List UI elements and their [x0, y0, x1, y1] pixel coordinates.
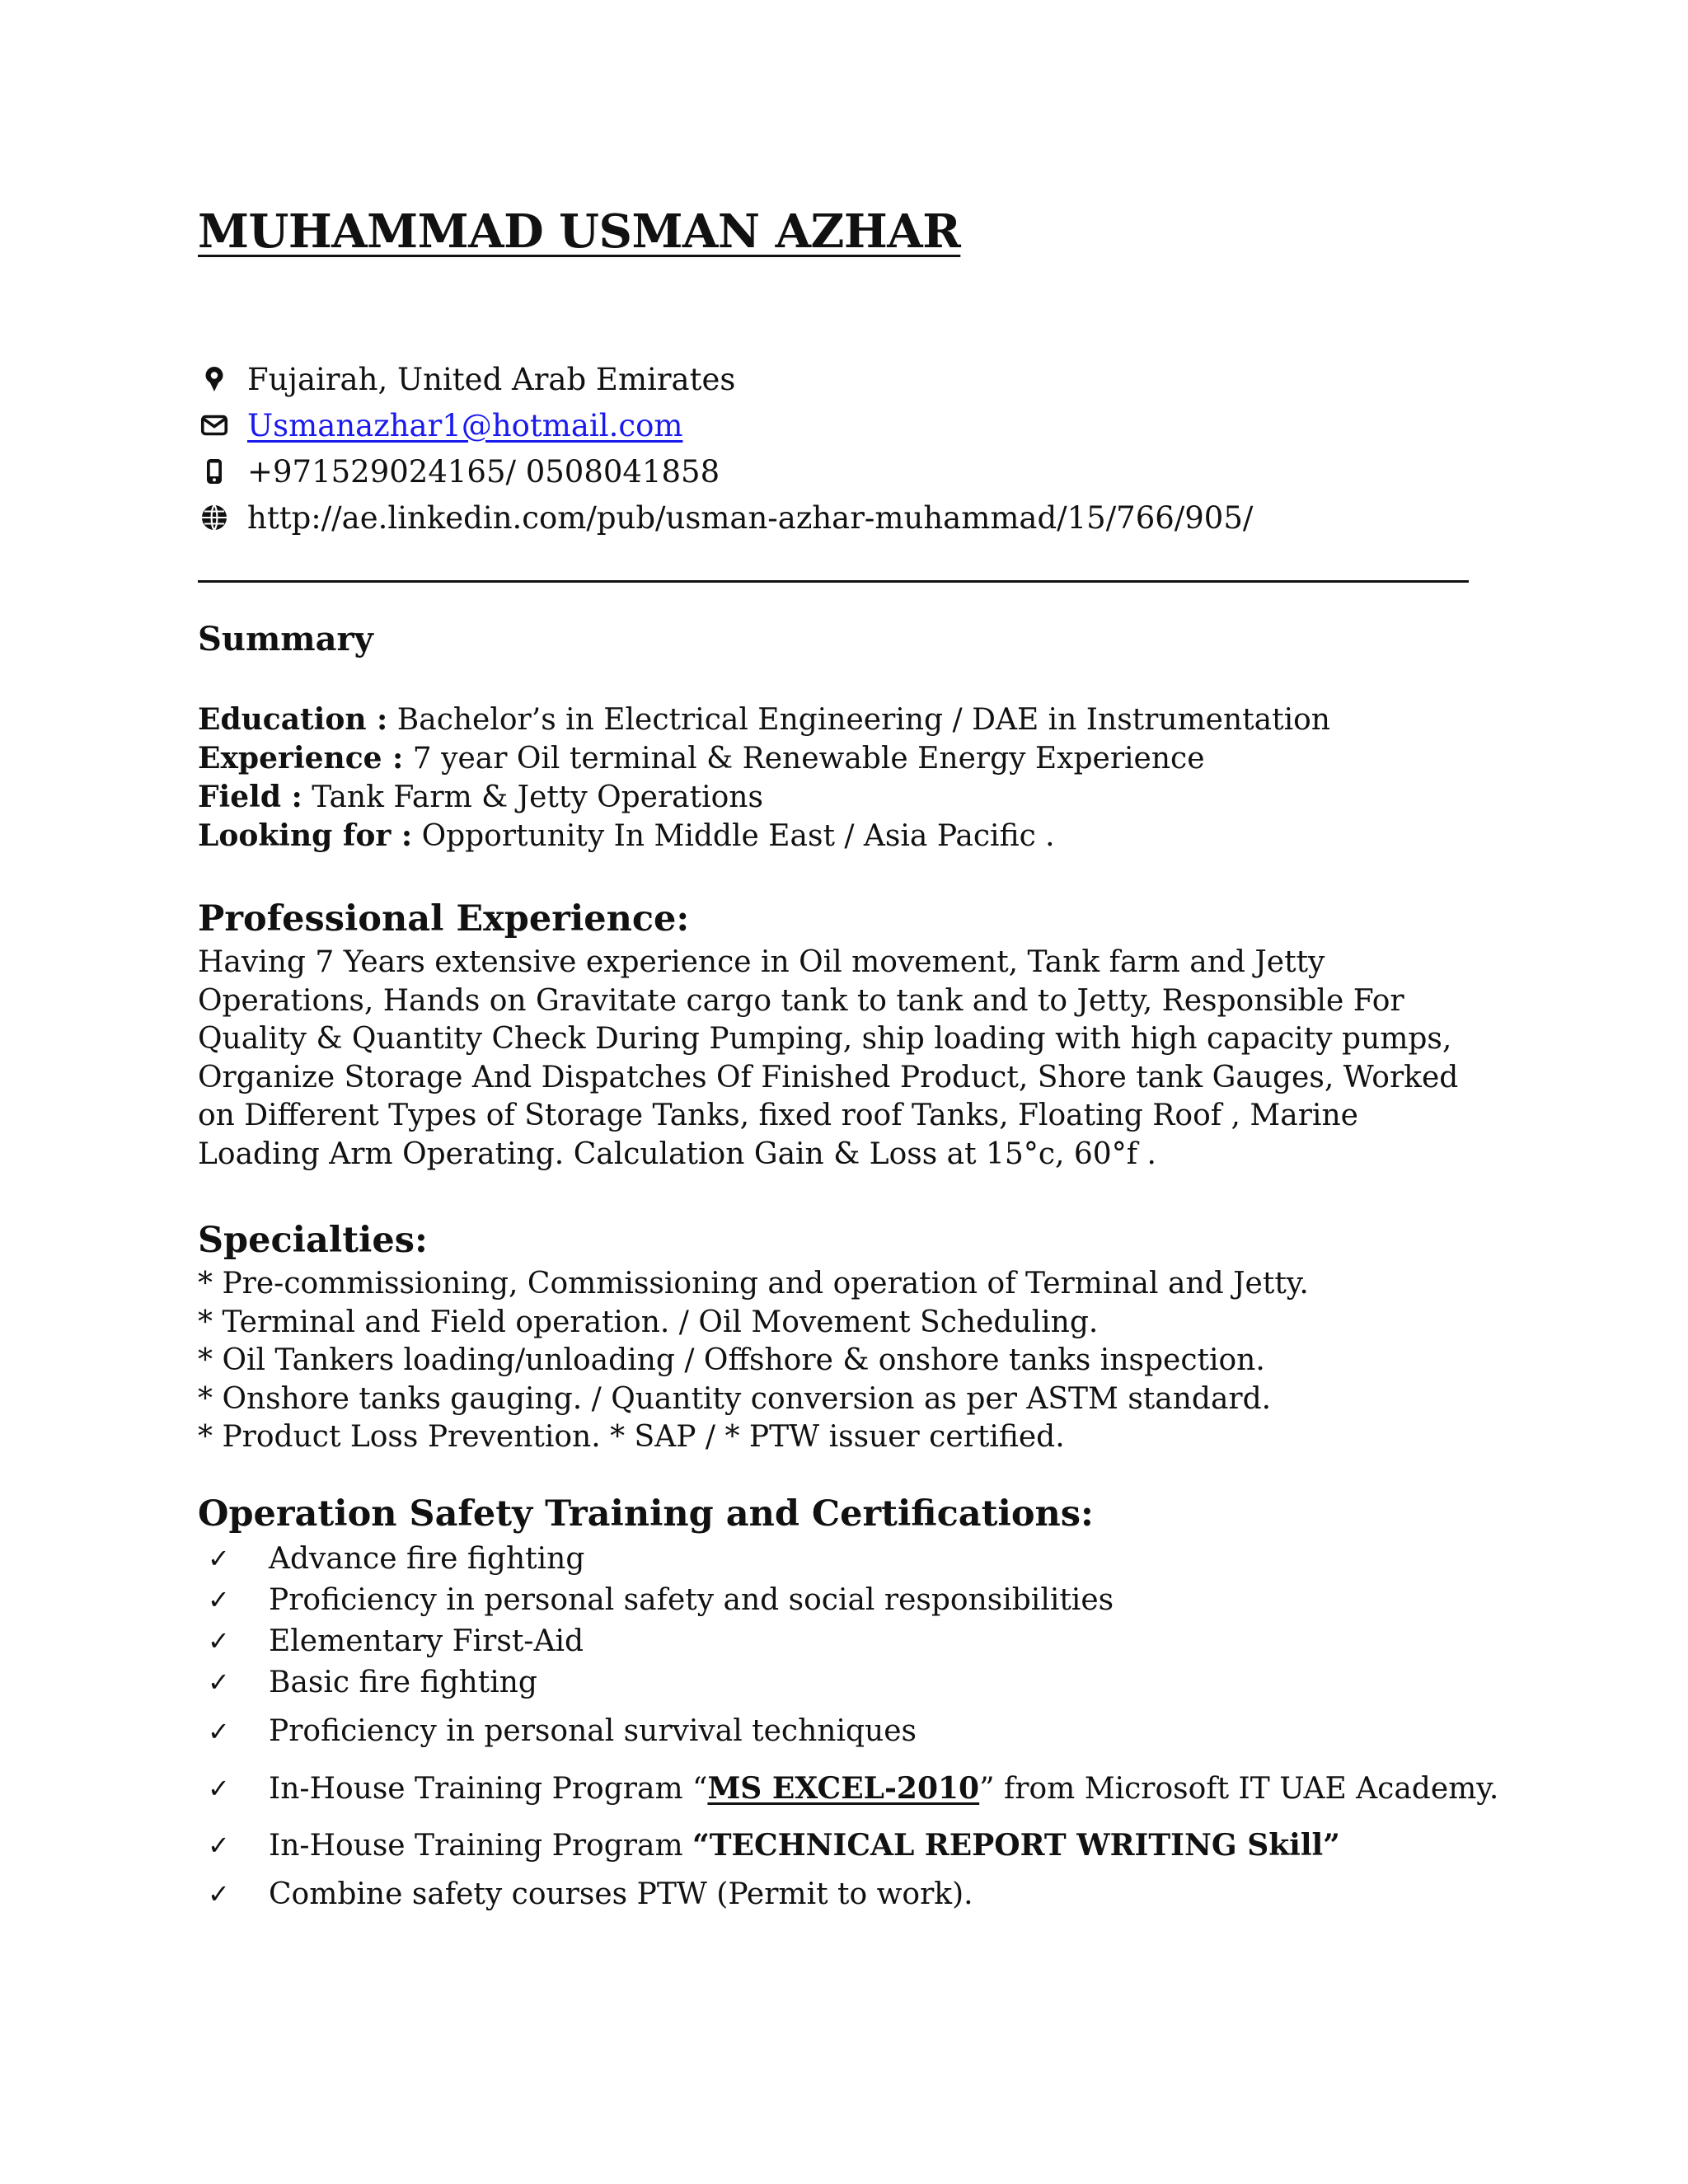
check-icon: ✓ — [208, 1772, 230, 1804]
list-item: * Product Loss Prevention. * SAP / * PTW issuer certified. — [198, 1420, 1065, 1454]
section-divider — [198, 580, 1469, 583]
training-item: Basic fire fighting — [269, 1665, 537, 1699]
contact-email — [198, 402, 1517, 448]
check-icon: ✓ — [208, 1625, 230, 1657]
contact-phone — [198, 448, 1517, 494]
check-icon: ✓ — [208, 1543, 230, 1574]
summary-label: Experience : — [198, 741, 404, 776]
check-icon: ✓ — [208, 1666, 230, 1698]
training-item-report — [269, 1828, 1340, 1863]
list-item — [208, 1620, 1498, 1661]
list-item — [208, 1661, 1498, 1703]
check-icon: ✓ — [208, 1584, 230, 1615]
phone-icon — [198, 455, 231, 488]
candidate-name: MUHAMMAD USMAN AZHAR — [198, 204, 961, 259]
location-text: Fujairah, United Arab Emirates — [247, 361, 736, 397]
summary-looking-for — [198, 817, 1330, 855]
excel-suffix: ” from Microsoft IT UAE Academy. — [979, 1771, 1499, 1806]
specialties-heading: Specialties: — [198, 1220, 428, 1261]
summary-experience — [198, 739, 1330, 778]
training-item: Advance fire fighting — [269, 1541, 585, 1576]
training-item-excel — [269, 1771, 1498, 1806]
list-item — [208, 1538, 1498, 1579]
list-item: * Oil Tankers loading/unloading / Offshore & onshore tanks inspection. — [198, 1343, 1265, 1377]
email-link[interactable]: Usmanazhar1@hotmail.com — [247, 407, 683, 443]
list-item — [208, 1760, 1498, 1816]
globe-icon — [198, 501, 231, 534]
list-item: * Pre-commissioning, Commissioning and operation of Terminal and Jetty. — [198, 1267, 1309, 1301]
list-item — [208, 1873, 1498, 1915]
excel-course: MS EXCEL-2010 — [707, 1770, 980, 1806]
specialties-list — [198, 1265, 1309, 1457]
summary-block — [198, 701, 1330, 855]
summary-heading: Summary — [198, 620, 373, 658]
professional-experience-text: Having 7 Years extensive experience in Oil movement, Tank farm and Jetty Operations, Hands on Gravitate cargo tank to tank and to Jetty, Responsible For Quality & Quantity Check During Pumping, ship loading with high capacity pumps, Organize Storage And Dispatches Of Finished Product, Shore tank Gauges, Worked on Different Types of Storage Tanks, fixed roof Tanks, Floating Roof , Marine Loading Arm Operating. Calculation Gain & Loss at 15°c, 60°f . — [198, 945, 1459, 1171]
contact-linkedin — [198, 494, 1517, 541]
summary-value: 7 year Oil terminal & Renewable Energy Experience — [403, 742, 1205, 776]
summary-label: Field : — [198, 780, 302, 814]
professional-experience-heading: Professional Experience: — [198, 898, 690, 940]
contact-block — [198, 356, 1517, 541]
safety-training-list — [208, 1538, 1498, 1915]
contact-location — [198, 356, 1517, 402]
summary-value: Tank Farm & Jetty Operations — [302, 780, 763, 814]
phone-text: +971529024165/ 0508041858 — [247, 453, 720, 490]
summary-education — [198, 701, 1330, 739]
report-course: “TECHNICAL REPORT WRITING Skill” — [692, 1827, 1340, 1863]
training-item: Proficiency in personal safety and social responsibilities — [269, 1582, 1114, 1617]
check-icon: ✓ — [208, 1829, 230, 1861]
summary-value: Bachelor’s in Electrical Engineering / DAE in Instrumentation — [387, 703, 1330, 737]
linkedin-url[interactable]: http://ae.linkedin.com/pub/usman-azhar-muhammad/15/766/905/ — [247, 499, 1254, 536]
summary-field — [198, 778, 1330, 817]
check-icon: ✓ — [208, 1878, 230, 1910]
summary-value: Opportunity In Middle East / Asia Pacific . — [412, 819, 1055, 853]
list-item — [208, 1579, 1498, 1620]
summary-label: Looking for : — [198, 818, 413, 853]
list-item: * Onshore tanks gauging. / Quantity conversion as per ASTM standard. — [198, 1381, 1272, 1416]
training-item: Elementary First-Aid — [269, 1624, 584, 1658]
check-icon: ✓ — [208, 1715, 230, 1747]
training-item: Proficiency in personal survival techniques — [269, 1714, 917, 1748]
safety-training-heading: Operation Safety Training and Certifications: — [198, 1493, 1094, 1535]
excel-prefix: In-House Training Program “ — [269, 1771, 708, 1806]
list-item: * Terminal and Field operation. / Oil Movement Scheduling. — [198, 1305, 1099, 1339]
list-item — [208, 1816, 1498, 1873]
list-item — [208, 1703, 1498, 1760]
location-pin-icon — [198, 363, 231, 396]
report-prefix: In-House Training Program — [269, 1828, 693, 1863]
summary-label: Education : — [198, 702, 388, 737]
training-item: Combine safety courses PTW (Permit to work). — [269, 1877, 973, 1911]
envelope-icon — [198, 409, 231, 442]
